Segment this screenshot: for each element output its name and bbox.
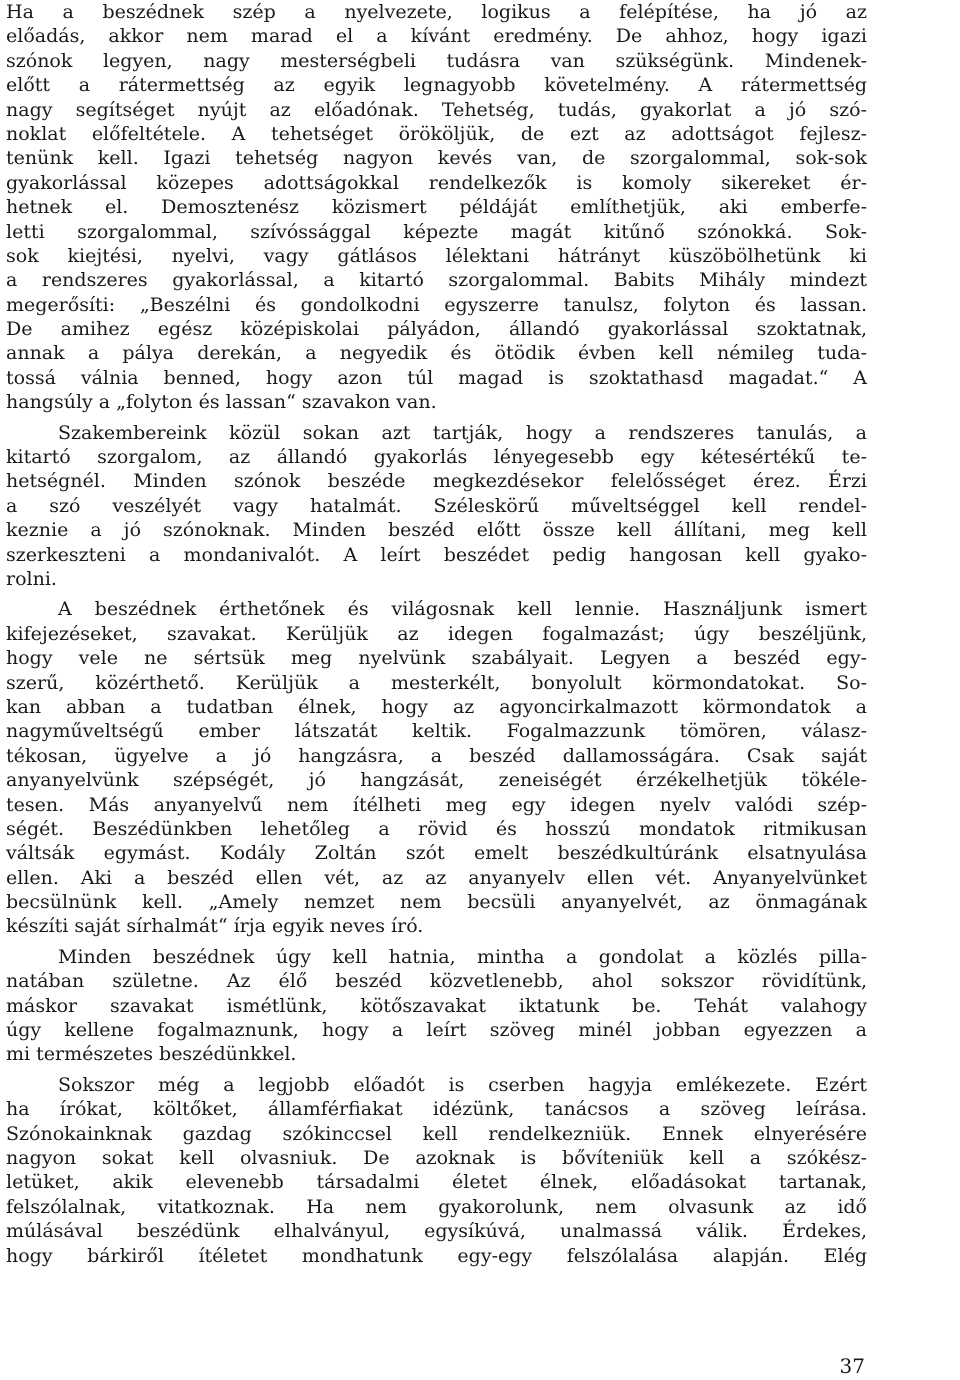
text-line: tossá válnia benned, hogy azon túl magad is szoktathasd magadat.“ A: [6, 366, 867, 389]
text-line: mi természetes beszédünkkel.: [6, 1043, 297, 1066]
text-line: hangsúly a „folyton és lassan“ szavakon van.: [6, 391, 437, 414]
text-line: becsülnünk kell. „Amely nemzet nem becsüli anyanyelvét, az önmagának: [6, 891, 867, 914]
text-line: váltsák egymást. Kodály Zoltán szót emelt beszédkultúránk elsatnyulása: [6, 842, 867, 865]
text-line: nagy segítséget nyújt az előadónak. Tehetség, tudás, gyakorlat a jó szó-: [6, 98, 867, 121]
text-line: A beszédnek érthetőnek és világosnak kell lennie. Használjunk ismert: [58, 598, 867, 621]
paragraph: [6, 0, 867, 415]
text-line: hogy bárkiről ítéletet mondhatunk egy-egy felszólalása alapján. Elég: [6, 1244, 867, 1267]
text-line: hetnek el. Demosztenész közismert példáját említhetjük, aki emberfe-: [6, 196, 867, 219]
text-line: ellen. Aki a beszéd ellen vét, az az anyanyelv ellen vét. Anyanyelvünket: [6, 866, 867, 889]
text-line: Szakembereink közül sokan azt tartják, hogy a rendszeres tanulás, a: [58, 421, 867, 444]
text-line: tékosan, ügyelve a jó hangzásra, a beszéd dallamosságára. Csak saját: [6, 744, 867, 767]
text-line: rolni.: [6, 567, 57, 590]
text-line: tenünk kell. Igazi tehetség nagyon kevés van, de szorgalommal, sok-sok: [6, 147, 867, 170]
text-line: szerű, közérthető. Kerüljük a mesterkélt, bonyolult körmondatokat. So-: [6, 671, 867, 694]
text-line: hetségnél. Minden szónok beszéde megkezdésekor felelősséget érez. Érzi: [6, 470, 867, 493]
paragraph: [6, 945, 867, 1067]
text-line: natában születne. Az élő beszéd közvetlenebb, ahol sokszor rövidítünk,: [6, 970, 867, 993]
page-number: 37: [839, 1354, 865, 1378]
text-line: előtt a rátermettség az egyik legnagyobb követelmény. A rátermettség: [6, 74, 867, 97]
text-line: a szó veszélyét vagy hatalmát. Széleskörű műveltséggel kell rendel-: [6, 494, 867, 517]
text-line: kitartó szorgalom, az állandó gyakorlás lényegesebb egy kétesértékű te-: [6, 446, 867, 469]
text-line: tesen. Más anyanyelvű nem ítélheti meg egy idegen nyelv valódi szép-: [6, 793, 867, 816]
text-line: anyanyelvünk szépségét, jó hangzását, zeneiségét érzékelhetjük tökéle-: [6, 769, 867, 792]
paragraph: [6, 421, 867, 592]
paragraph: [6, 1073, 867, 1268]
text-line: előadás, akkor nem marad el a kívánt eredmény. De ahhoz, hogy igazi: [6, 25, 867, 48]
text-line: nagyműveltségű ember látszatát keltik. Fogalmazzunk tömören, válasz-: [6, 720, 867, 743]
text-line: ha írókat, költőket, államférfiakat idézünk, tanácsos a szöveg leírása.: [6, 1098, 867, 1121]
text-line: Minden beszédnek úgy kell hatnia, mintha a gondolat a közlés pilla-: [58, 945, 867, 968]
text-line: a rendszeres gyakorlással, a kitartó szorgalommal. Babits Mihály mindezt: [6, 269, 867, 292]
text-line: De amihez egész középiskolai pályádon, állandó gyakorlással szoktatnak,: [6, 318, 867, 341]
text-line: keznie a jó szónoknak. Minden beszéd előtt össze kell állítani, meg kell: [6, 519, 867, 542]
text-line: noklat előfeltétele. A tehetséget örököljük, de ezt az adottságot fejlesz-: [6, 122, 867, 145]
text-line: Szónokainknak gazdag szókinccsel kell rendelkezniük. Ennek elnyerésére: [6, 1122, 867, 1145]
text-line: felszólalnak, vitatkoznak. Ha nem gyakorolunk, nem olvasunk az idő: [6, 1195, 867, 1218]
text-line: úgy kellene fogalmaznunk, hogy a leírt szöveg minél jobban egyezzen a: [6, 1019, 867, 1042]
text-line: múlásával beszédünk elhalványul, egysíkúvá, unalmassá válik. Érdekes,: [6, 1220, 867, 1243]
text-line: sok kiejtési, nyelvi, vagy gátlásos lélektani hátrányt küszöbölhetünk ki: [6, 244, 867, 267]
text-line: megerősíti: „Beszélni és gondolkodni egyszerre tanulsz, folyton és lassan.: [6, 293, 867, 316]
text-line: letüket, akik elevenebb társadalmi életet élnek, előadásokat tartanak,: [6, 1171, 867, 1194]
text-line: máskor szavakat ismétlünk, kötőszavakat iktatunk be. Tehát valahogy: [6, 994, 867, 1017]
text-line: ségét. Beszédünkben lehetőleg a rövid és hosszú mondatok ritmikusan: [6, 817, 867, 840]
text-line: készíti saját sírhalmát“ írja egyik neves író.: [6, 915, 424, 938]
text-line: szónok legyen, nagy mesterségbeli tudásra van szükségünk. Mindenek-: [6, 49, 867, 72]
paragraph: [6, 597, 867, 938]
text-line: annak a pálya derekán, a negyedik és ötödik évben kell némileg tuda-: [6, 342, 867, 365]
text-line: kan abban a tudatban élnek, hogy az agyoncirkalmazott körmondatok a: [6, 695, 867, 718]
text-line: nagyon sokat kell olvasniuk. De azoknak is bővíteniük kell a szókész-: [6, 1146, 867, 1169]
text-line: szerkeszteni a mondanivalót. A leírt beszédet pedig hangosan kell gyako-: [6, 543, 867, 566]
text-line: Sokszor még a legjobb előadót is cserben hagyja emlékezete. Ezért: [58, 1073, 867, 1096]
text-line: kifejezéseket, szavakat. Kerüljük az idegen fogalmazást; úgy beszéljünk,: [6, 622, 867, 645]
body-text: [6, 0, 867, 1268]
text-line: hogy vele ne sértsük meg nyelvünk szabályait. Legyen a beszéd egy-: [6, 647, 867, 670]
text-line: Ha a beszédnek szép a nyelvezete, logikus a felépítése, ha jó az: [6, 1, 867, 23]
text-line: gyakorlással közepes adottságokkal rendelkezők is komoly sikereket ér-: [6, 171, 867, 194]
text-line: letti szorgalommal, szívóssággal képezte magát kitűnő szónokká. Sok-: [6, 220, 867, 243]
